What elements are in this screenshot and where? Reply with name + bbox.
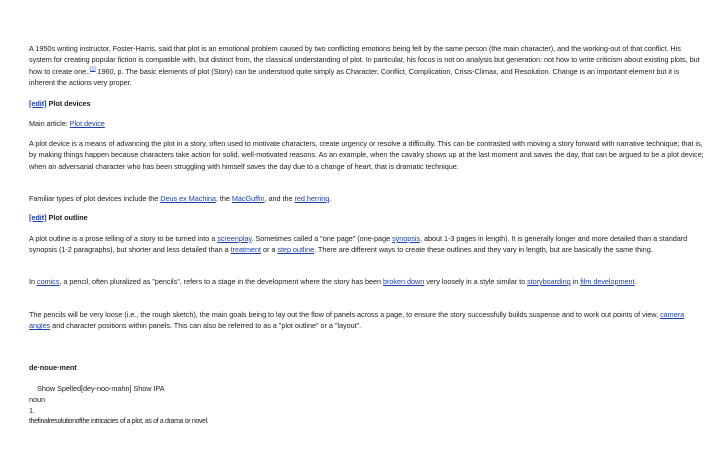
step-outline-link[interactable]: step outline <box>277 245 315 255</box>
camera-angles-link[interactable]: camera angles <box>29 310 685 331</box>
definition-text: thefinalresolutionofthe intricacies of a plot, as of a drama or novel. <box>29 418 209 425</box>
section-title: Plot devices <box>46 99 91 108</box>
plot-device-link[interactable]: Plot device <box>69 119 105 128</box>
edit-link[interactable]: [edit] <box>29 99 47 108</box>
edit-link[interactable]: [edit] <box>29 213 47 222</box>
part-of-speech: noun <box>29 395 46 404</box>
screenplay-link[interactable]: screenplay <box>217 234 252 243</box>
pronunciation-line: Show Spelled[dey-noo-mahn] Show IPA <box>37 384 165 393</box>
broken-down-link[interactable]: broken down <box>383 277 425 286</box>
familiar-types-paragraph <box>29 193 705 204</box>
text: . There are different ways to create these outlines and they vary in length, but are basically the same thing. <box>314 245 653 255</box>
familiar-text: Familiar types of plot devices include the <box>29 194 161 203</box>
intro-text: A 1950s writing instructor, Foster-Harris, said that plot is an emotional problem caused by two conflicting emotions being felt by the same person (the main character), and the working-out of that conflict. His system for creating popular fiction is compatible with, but distinct from, the classical understanding of plot. In particular, his focus is not on analysis but generation: not how to write criticism about existing plots, but how to create one.. <box>29 44 700 76</box>
text: or a <box>261 245 278 255</box>
macguffin-link[interactable]: MacGuffin <box>231 194 265 203</box>
red-herring-link[interactable]: red herring <box>294 194 330 203</box>
period: . <box>329 194 332 203</box>
deus-ex-machina-link[interactable]: Deus ex Machina <box>160 194 216 203</box>
citation-link[interactable]: [1] <box>90 66 96 73</box>
separator: , the <box>215 194 232 203</box>
text: . Sometimes called a "one page" (one-page <box>251 234 393 243</box>
separator: , and the <box>264 194 295 203</box>
text: In <box>29 277 37 286</box>
intro-paragraph <box>29 43 705 89</box>
comics-link[interactable]: comics <box>36 277 60 286</box>
comics-paragraph <box>29 276 705 287</box>
text: in <box>570 277 581 286</box>
text: A plot outline is a prose telling of a story to be turned into a <box>29 234 218 243</box>
text: and character positions within panels. This can also be referred to as a "plot outline" or a "layout". <box>50 321 362 331</box>
definition-number: 1. <box>29 406 35 415</box>
film-development-link[interactable]: film development <box>580 277 635 286</box>
text: , a pencil, often pluralized as "pencils", refers to a stage in the development where the story has been <box>59 277 383 286</box>
intro-text-continued: 1960, p. The basic elements of plot (Story) can be understood quite simply as Character, Conflict, Complication, Crisis-Climax, and Resolution. Change is an important element but it is inherent the actions very proper. <box>29 66 680 88</box>
section-title: Plot outline <box>46 213 88 222</box>
plot-devices-heading <box>29 98 705 109</box>
denouement-headword: de·noue·ment <box>29 363 77 372</box>
text: . <box>634 277 637 286</box>
storyboarding-link[interactable]: storyboarding <box>527 277 571 286</box>
treatment-link[interactable]: treatment <box>230 245 262 255</box>
plot-outline-paragraph <box>29 233 705 256</box>
pencils-paragraph <box>29 309 705 332</box>
text: The pencils will be very loose (i.e., the rough sketch), the main goals being to lay out the flow of panels across a page, to ensure the story successfully builds suspense and to work out points of view, <box>29 310 661 319</box>
text: very loosely in a style similar to <box>424 277 528 286</box>
plot-device-paragraph: A plot device is a means of advancing the plot in a story, often used to motivate characters, create urgency or resolve a difficulty. This can be contrasted with moving a story forward with narrative technique; that is, by making things happen because characters take action for solid, well-motivated reasons. As an example, when the cavalry shows up at the last moment and saves the day, that can be argued to be a plot device; when an adversarial character who has been struggling with himself saves the day due to a change of heart, that is dramatic technique. <box>29 139 704 171</box>
plot-outline-heading <box>29 212 705 223</box>
synopsis-link[interactable]: synopsis <box>392 234 421 243</box>
main-article-line <box>29 118 705 129</box>
text: , about 1-3 pages in length). It is generally longer and more detailed than a standard synopsis (1-2 paragraphs), but shorter and less detailed than a <box>29 234 688 255</box>
main-article-label: Main article: <box>29 119 70 128</box>
